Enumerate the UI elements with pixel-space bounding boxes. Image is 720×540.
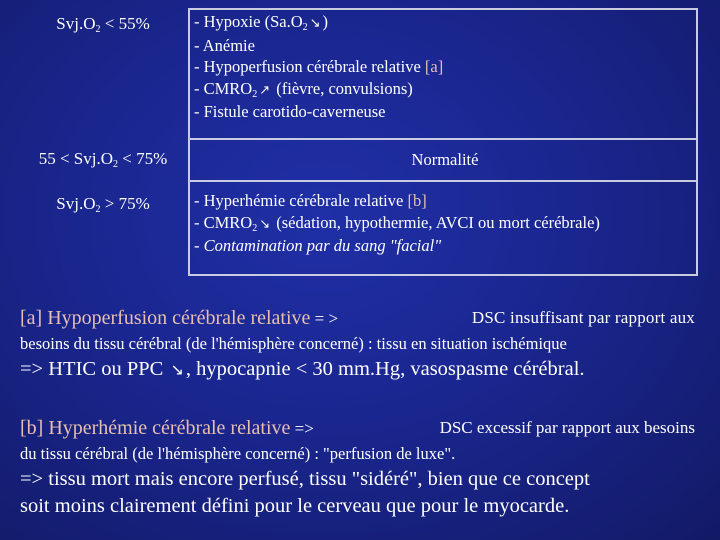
reference-b: [b] [407,191,427,210]
cause-contamination: - Contamination par du sang "facial" [194,236,442,256]
table-border-bottom [188,274,698,276]
arrow-down-right-icon: ↘ [309,16,321,31]
svjo2-table [22,8,700,276]
cause-cmro2-down: - $CMRO_2$ ↘ (sédation, hypothermie, AVCI ou mort cérébrale) [194,212,600,234]
reference-a: [a] [424,57,444,77]
note-a-line2: besoins du tissu cérébral (de l'hémisphère concerné) : tissu en situation ischémique [20,334,567,353]
note-a-line3: => HTIC ou PPC ↘, hypocapnie < 30 mm.Hg, vasospasme cérébral. [20,358,585,380]
note-b-line2: du tissu cérébral (de l'hémisphère concerné) : "perfusion de luxe". [20,444,456,463]
row3-label: $Svj.O_2 > 75\%$ [56,194,150,215]
cause-hypoperfusion: - Hypoperfusion cérébrale relative [a] [194,57,444,77]
row3-causes [192,190,700,257]
note-b-line3: => tissu mort mais encore perfusé, tissu "sidéré", bien que ce concept [20,468,590,490]
cause-hyperhemie: - Hyperhémie cérébrale relative [b] [194,191,427,210]
row1-causes [192,11,700,123]
table-border-left [188,8,190,276]
note-b-line1: [b] Hyperhémie cérébrale relative => DSC excessif par rapport aux besoins [20,417,695,439]
table-border-row1-bottom [188,138,698,140]
arrow-down-right-icon: ↘ [259,216,271,232]
note-b-line4: soit moins clairement défini pour le cerveau que pour le myocarde. [20,495,570,517]
note-b-term: [b] Hyperhémie cérébrale relative [20,417,291,439]
cause-fistule: - Fistule carotido-caverneuse [194,102,386,122]
note-a-line1: [a] Hypoperfusion cérébrale relative = > DSC insuffisant par rapport aux [20,307,695,329]
table-border-row2-bottom [188,180,698,182]
note-a-term: [a] Hypoperfusion cérébrale relative [20,307,311,329]
arrow-up-right-icon: ↗ [259,82,271,98]
row1-label: $Svj.O_2 < 55\%$ [56,14,150,35]
cause-cmro2-up: - $CMRO_2$ ↗ (fièvre, convulsions) [194,78,413,100]
cause-anemie: - Anémie [194,35,255,55]
table-border-top [188,8,698,10]
arrow-down-right-icon: ↘ [170,360,184,379]
cause-hypoxie: - Hypoxie ($Sa.O_2$ ↘ ) [194,12,329,33]
row2-value: Normalité [411,150,479,169]
row2-label: $55 < Svj.O_2 < 75\%$ [38,149,168,170]
